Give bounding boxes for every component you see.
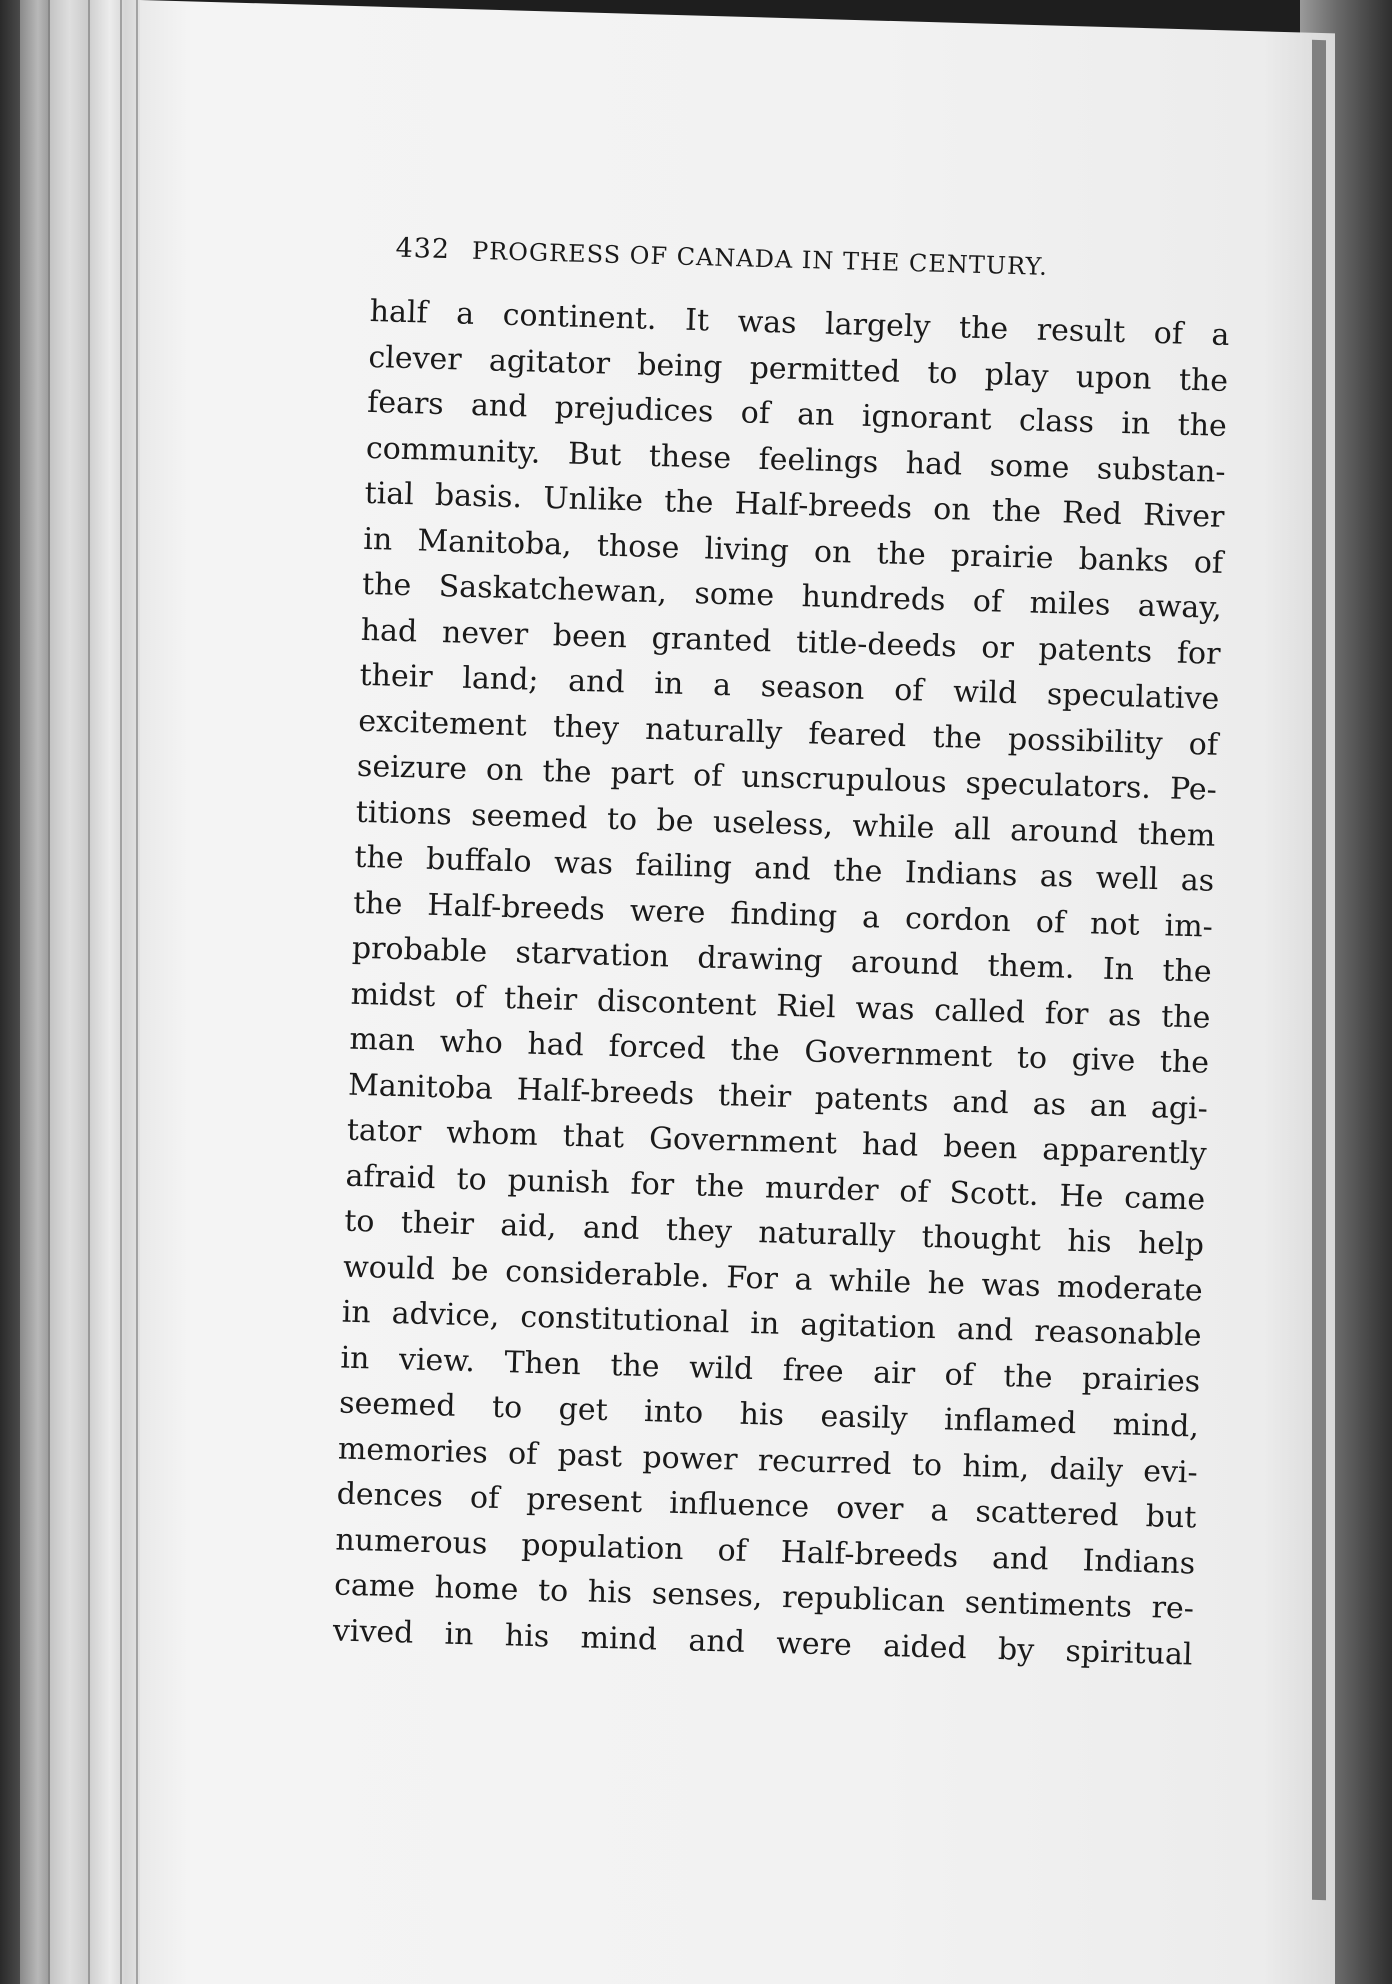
running-head-title: PROGRESS OF CANADA IN THE CENTURY. xyxy=(471,236,1049,281)
body-text xyxy=(332,289,1230,1677)
text-line: excitement they naturally feared the possibility of xyxy=(357,703,1219,763)
page-edges-left xyxy=(20,0,50,1984)
text-line: seemed to get into his easily inflamed mind, xyxy=(338,1385,1200,1445)
page-edges-middle xyxy=(50,0,90,1984)
text-line: in view. Then the wild free air of the prairies xyxy=(340,1340,1201,1400)
page-edge-line xyxy=(48,0,50,1984)
text-line: their land; and in a season of wild speculative xyxy=(359,657,1220,717)
page-edge-line xyxy=(136,0,138,1984)
text-line: tator whom that Government had been apparently xyxy=(346,1112,1208,1172)
text-line: half a continent. It was largely the result of a xyxy=(369,293,1230,353)
text-line: would be considerable. For a while he was moderate xyxy=(342,1249,1204,1309)
text-line: fears and prejudices of an ignorant class in the xyxy=(366,384,1228,444)
text-line: titions seemed to be useless, while all around them xyxy=(355,794,1216,854)
text-line: had never been granted title-deeds or patents for xyxy=(360,612,1221,672)
book-spine-shadow xyxy=(0,0,20,1984)
text-line: man who had forced the Government to give the xyxy=(348,1021,1210,1081)
text-line: dences of present influence over a scattered but xyxy=(336,1476,1197,1536)
text-line: midst of their discontent Riel was called for as the xyxy=(350,976,1211,1036)
text-line: the buffalo was failing and the Indians as well as xyxy=(354,839,1215,899)
text-line: the Saskatchewan, some hundreds of miles away, xyxy=(361,566,1223,626)
page-edges-inner xyxy=(90,0,140,1984)
page-right-border xyxy=(1312,40,1326,1900)
text-line: came home to his senses, republican sentiments re- xyxy=(333,1567,1195,1627)
text-line: in Manitoba, those living on the prairie banks of xyxy=(362,521,1224,581)
text-line: seizure on the part of unscrupulous speculators. Pe- xyxy=(356,748,1218,808)
text-line: in advice, constitutional in agitation and reasonable xyxy=(341,1294,1202,1354)
text-line: probable starvation drawing around them. In the xyxy=(351,930,1213,990)
text-line: afraid to punish for the murder of Scott. He came xyxy=(345,1158,1206,1218)
page-edge-line xyxy=(120,0,122,1984)
text-line: to their aid, and they naturally thought his help xyxy=(343,1203,1205,1263)
text-line: vived in his mind and were aided by spiritual xyxy=(332,1612,1193,1672)
text-line: community. But these feelings had some substan- xyxy=(365,430,1227,490)
text-line: clever agitator being permitted to play upon the xyxy=(368,339,1229,399)
text-line: numerous population of Half-breeds and Indians xyxy=(334,1521,1196,1581)
page-text xyxy=(332,232,1231,1677)
page-edge-line xyxy=(88,0,90,1984)
text-line: tial basis. Unlike the Half-breeds on the Red River xyxy=(364,475,1225,535)
text-line: the Half-breeds were finding a cordon of not im- xyxy=(352,885,1214,945)
text-line: memories of past power recurred to him, daily evi- xyxy=(337,1431,1199,1491)
page-number: 432 xyxy=(395,232,451,266)
text-line: Manitoba Half-breeds their patents and as an agi- xyxy=(347,1067,1209,1127)
